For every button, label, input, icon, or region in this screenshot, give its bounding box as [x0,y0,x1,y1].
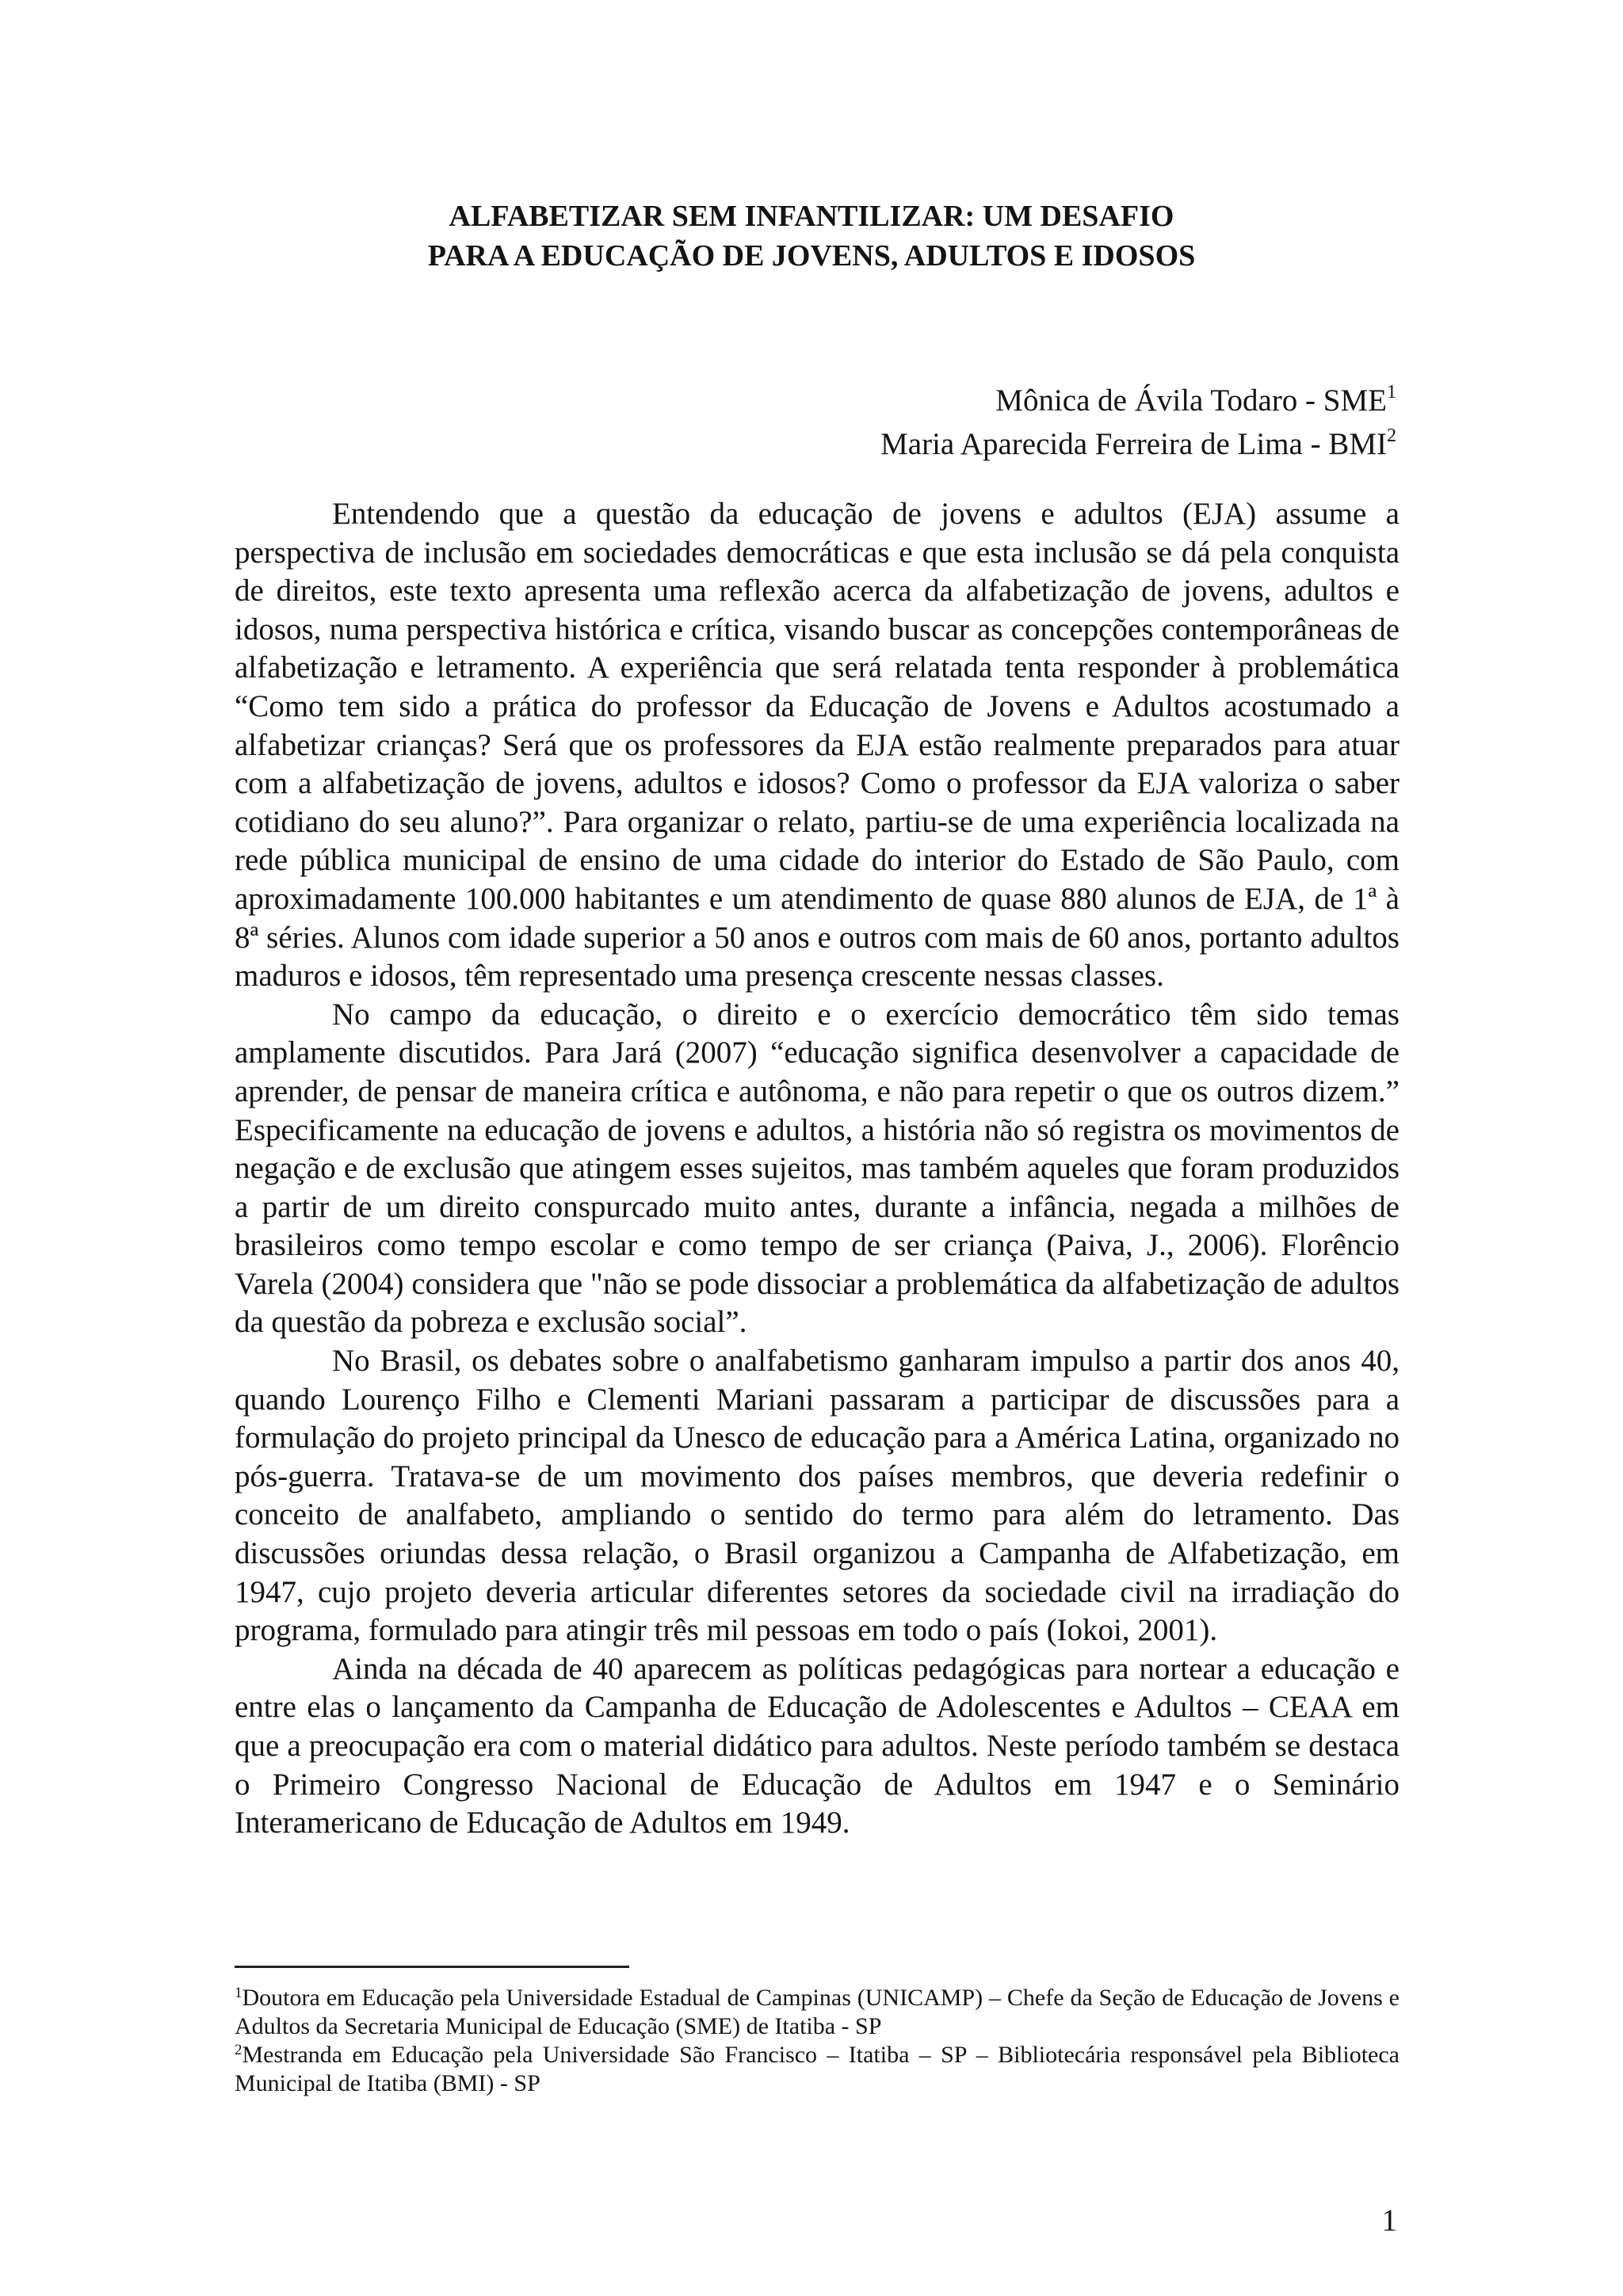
author-block [880,379,1396,466]
title-line-2: PARA A EDUCAÇÃO DE JOVENS, ADULTOS E IDOSOS [427,239,1196,273]
footnote-mark: 2 [235,2042,242,2058]
body-text [235,495,1400,1843]
footnote-mark: 1 [235,1985,242,2001]
paragraph: No Brasil, os debates sobre o analfabetismo ganharam impulso a partir dos anos 40, quando Lourenço Filho e Clementi Mariani passaram a participar de discussões para a formulação do projeto principal da Unesco de educação para a América Latina, organizado no pós-guerra. Tratava-se de um movimento dos países membros, que deveria redefinir o conceito de analfabeto, ampliando o sentido do termo para além do letramento. Das discussões oriundas dessa relação, o Brasil organizou a Campanha de Alfabetização, em 1947, cujo projeto deveria articular diferentes setores da sociedade civil na irradiação do programa, formulado para atingir três mil pessoas em todo o país (Iokoi, 2001). [235,1344,1400,1648]
footnote [235,1984,1400,2041]
paragraph: Entendendo que a questão da educação de jovens e adultos (EJA) assume a perspectiva de inclusão em sociedades democráticas e que esta inclusão se dá pela conquista de direitos, este texto apresenta uma reflexão acerca da alfabetização de jovens, adultos e idosos, numa perspectiva histórica e crítica, visando buscar as concepções contemporâneas de alfabetização e letramento. A experiência que será relatada tenta responder à problemática “Como tem sido a prática do professor da Educação de Jovens e Adultos acostumado a alfabetizar crianças? Será que os professores da EJA estão realmente preparados para atuar com a alfabetização de jovens, adultos e idosos? Como o professor da EJA valoriza o saber cotidiano do seu aluno?”. Para organizar o relato, partiu-se de uma experiência localizada na rede pública municipal de ensino de uma cidade do interior do Estado de São Paulo, com aproximadamente 100.000 habitantes e um atendimento de quase 880 alunos de EJA, de 1ª à 8ª séries. Alunos com idade superior a 50 anos e outros com mais de 60 anos, portanto adultos maduros e idosos, têm representado uma presença crescente nessas classes. [235,497,1400,994]
footnote-text: Mestranda em Educação pela Universidade São Francisco – Itatiba – SP – Bibliotecária responsável pela Biblioteca Municipal de Itatiba (BMI) - SP [235,2042,1400,2096]
footnote [235,2041,1400,2098]
document-title [0,196,1623,276]
footnote-ref: 2 [1387,425,1396,446]
footnote-text: Doutora em Educação pela Universidade Estadual de Campinas (UNICAMP) – Chefe da Seção de Educação de Jovens e Adultos da Secretaria Municipal de Educação (SME) de Itatiba - SP [235,1985,1400,2039]
footnote-divider [235,1966,629,1968]
footnotes [235,1984,1400,2098]
author-line [880,422,1396,466]
footnote-ref: 1 [1387,382,1396,402]
author-line [880,379,1396,422]
paragraph: Ainda na década de 40 aparecem as políticas pedagógicas para nortear a educação e entre elas o lançamento da Campanha de Educação de Adolescentes e Adultos – CEAA em que a preocupação era com o material didático para adultos. Neste período também se destaca o Primeiro Congresso Nacional de Educação de Adultos em 1947 e o Seminário Interamericano de Educação de Adultos em 1949. [235,1651,1400,1840]
paragraph: No campo da educação, o direito e o exercício democrático têm sido temas amplamente discutidos. Para Jará (2007) “educação significa desenvolver a capacidade de aprender, de pensar de maneira crítica e autônoma, e não para repetir o que os outros dizem.” Especificamente na educação de jovens e adultos, a história não só registra os movimentos de negação e de exclusão que atingem esses sujeitos, mas também aqueles que foram produzidos a partir de um direito conspurcado muito antes, durante a infância, negada a milhões de brasileiros como tempo escolar e como tempo de ser criança (Paiva, J., 2006). Florêncio Varela (2004) considera que "não se pode dissociar a problemática da alfabetização de adultos da questão da pobreza e exclusão social”. [235,997,1400,1340]
title-line-1: ALFABETIZAR SEM INFANTILIZAR: UM DESAFIO [449,200,1174,233]
author-name: Mônica de Ávila Todaro - SME [995,383,1387,418]
author-name: Maria Aparecida Ferreira de Lima - BMI [880,427,1387,461]
page-number: 1 [1381,2203,1397,2237]
